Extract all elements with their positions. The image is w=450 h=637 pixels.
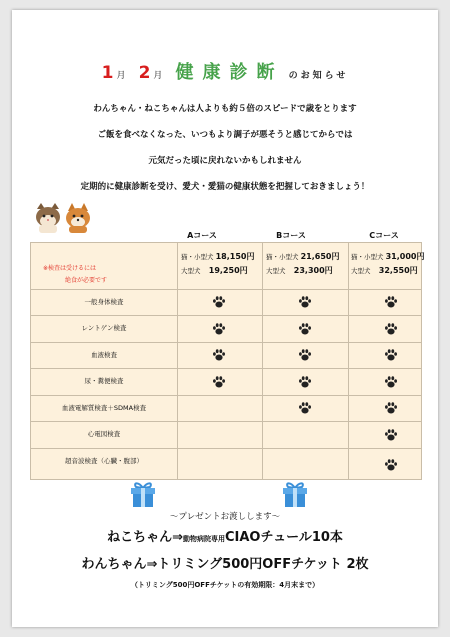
intro-line-4: 定期的に健康診断を受け、愛犬・愛猫の健康状態を把握しておきましょう！ [80,182,370,192]
intro-line-1: わんちゃん・ねこちゃんは人よりも約５倍のスピードで歳をとります [93,104,357,114]
paw-check-icon [384,401,398,415]
title-main: 健康診断 [175,62,284,83]
course-c-header: Cコース [369,231,399,240]
title-sub: のお知らせ [288,71,349,81]
notice-sheet [12,10,438,627]
dog-icon [66,203,90,233]
paw-check-icon [384,458,398,472]
title-month1: 1 [101,63,114,83]
paw-check-icon [212,348,226,362]
price-b-small: 猫・小型犬 21,650円 [266,252,340,261]
exam-table [30,242,425,480]
course-b-header: Bコース [276,231,306,240]
cat-icon [36,203,60,233]
title-month1-unit: 月 [116,71,126,81]
intro-line-3: 元気だった頃に戻れないかもしれません [148,156,302,166]
gift-box-icon [282,480,308,508]
course-a-header: Aコース [187,231,217,240]
paw-check-icon [212,322,226,336]
paw-check-icon [298,348,312,362]
price-c-large: 大型犬 32,550円 [351,266,418,275]
exam-row-label: 尿・糞便検査 [84,377,124,385]
paw-check-icon [384,322,398,336]
price-a-large: 大型犬 19,250円 [181,266,248,275]
paw-check-icon [298,322,312,336]
fasting-note-line2: 絶食が必要です [65,277,108,284]
gift-box-icon [130,480,156,508]
paw-check-icon [212,375,226,389]
title-month2-unit: 月 [153,71,163,81]
cat-present: ねこちゃん⇒動物病院専用CIAOチュール10本 [107,530,343,545]
paw-check-icon [384,428,398,442]
paw-check-icon [384,295,398,309]
exam-row-label: 一般身体検査 [84,298,124,306]
paw-check-icon [384,348,398,362]
fasting-note-line1: ※検査は受けるには [43,265,97,272]
intro-line-2: ご飯を食べなくなった、いつもより調子が悪そうと感じてからでは [97,130,353,140]
cat-dog-illustration [34,203,94,233]
paw-check-icon [384,375,398,389]
paw-check-icon [298,401,312,415]
price-b-large: 大型犬 23,300円 [266,266,333,275]
price-a-small: 猫・小型犬 18,150円 [181,252,255,261]
exam-row-label: 超音波検査（心臓・腹部） [65,457,143,465]
paw-check-icon [212,295,226,309]
exam-row-label: レントゲン検査 [81,324,127,332]
ticket-expiry-note: （トリミング500円OFFチケットの有効期限：4月末まで） [130,581,320,589]
exam-row-label: 心電図検査 [87,430,121,438]
exam-row-label: 血液電解質検査＋SDMA検査 [61,404,147,412]
paw-check-icon [298,295,312,309]
price-c-small: 猫・小型犬 31,000円 [351,252,425,261]
notice-title [12,58,438,84]
exam-row-label: 血液検査 [91,351,117,359]
title-month2: 2 [138,63,151,83]
paw-check-icon [298,375,312,389]
present-heading: ～プレゼントお渡しします～ [169,512,281,522]
dog-present: わんちゃん⇒トリミング500円OFFチケット 2枚 [81,557,369,572]
